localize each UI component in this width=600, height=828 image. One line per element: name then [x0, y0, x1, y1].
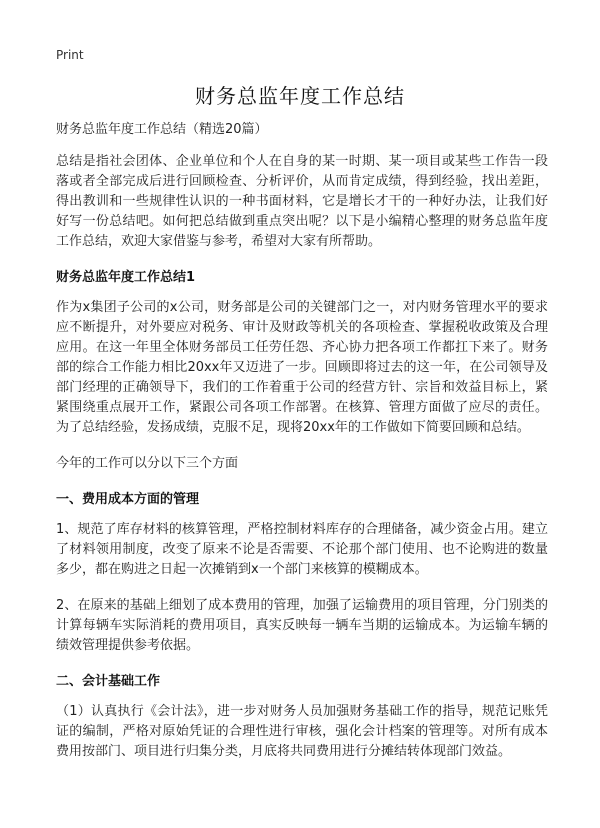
part-1-item-2: 2、在原来的基础上细划了成本费用的管理，加强了运输费用的项目管理，分门别类的计算每辆车实际消耗的费用项目，真实反映每一辆车当期的运输成本。为运输车辆的绩效管理提供参考依据。	[56, 598, 548, 653]
document-subtitle: 财务总监年度工作总结（精选20篇）	[56, 122, 268, 137]
part-1-heading: 一、费用成本方面的管理	[56, 492, 200, 507]
intro-paragraph: 总结是指社会团体、企业单位和个人在自身的某一时期、某一项目或某些工作告一段落或者全部完成后进行回顾检查、分析评价，从而肯定成绩，得到经验，找出差距，得出教训和一些规律性认识的一种书面材料，它是增长才干的一种好办法，让我们好好写一份总结吧。如何把总结做到重点突出呢？以下是小编精心整理的财务总监年度工作总结，欢迎大家借鉴与参考，希望对大家有所帮助。	[56, 154, 548, 249]
part-2-heading: 二、会计基础工作	[56, 674, 161, 689]
section-1-lead: 今年的工作可以分以下三个方面	[56, 456, 239, 471]
print-label[interactable]: Print	[56, 48, 84, 62]
section-1-heading: 财务总监年度工作总结1	[56, 270, 196, 285]
part-1-item-1: 1、规范了库存材料的核算管理，严格控制材料库存的合理储备，减少资金占用。建立了材料领用制度，改变了原来不论是否需要、不论那个部门使用、也不论购进的数量多少，都在购进之日起一次摊销到x一个部门来核算的模糊成本。	[56, 522, 548, 577]
page-title: 财务总监年度工作总结	[195, 84, 405, 108]
section-1-paragraph: 作为x集团子公司的x公司，财务部是公司的关键部门之一，对内财务管理水平的要求应不断提升，对外要应对税务、审计及财政等机关的各项检查、掌握税收政策及合理应用。在这一年里全体财务部员工任劳任怨、齐心协力把各项工作都扛下来了。财务部的综合工作能力相比20xx年又迈进了一步。回顾即将过去的这一年，在公司领导及部门经理的正确领导下，我们的工作着重于公司的经营方针、宗旨和效益目标上，紧紧围绕重点展开工作，紧跟公司各项工作部署。在核算、管理方面做了应尽的责任。为了总结经验，发扬成绩，克服不足，现将20xx年的工作做如下简要回顾和总结。	[56, 300, 548, 435]
document-body	[56, 120, 548, 778]
part-2-item-1: （1）认真执行《会计法》，进一步对财务人员加强财务基础工作的指导，规范记账凭证的编制，严格对原始凭证的合理性进行审核，强化会计档案的管理等。对所有成本费用按部门、项目进行归集分类，月底将共同费用进行分摊结转体现部门效益。	[56, 704, 548, 759]
